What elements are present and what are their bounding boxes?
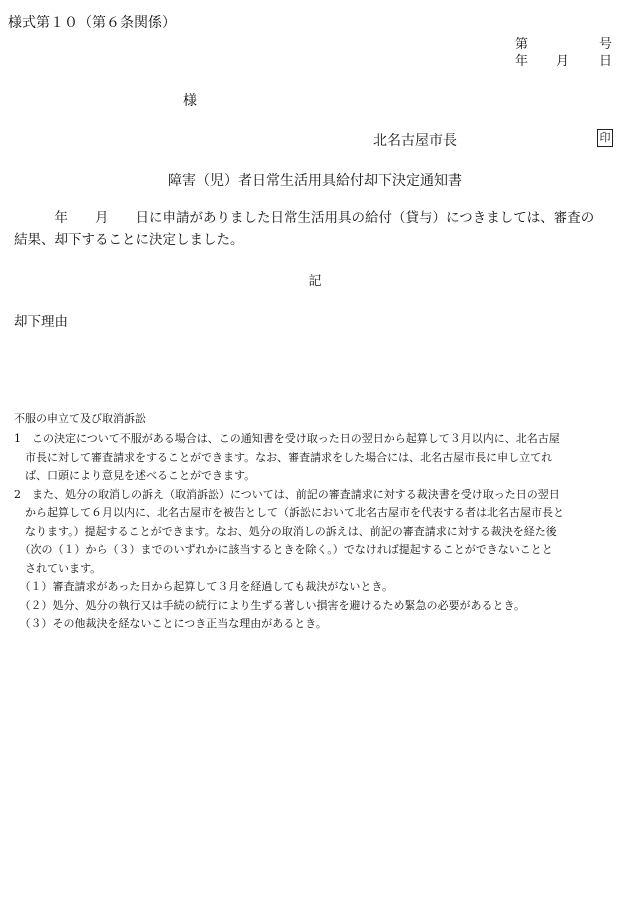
body-paragraph (14, 207, 614, 251)
notice-line: から起算して６月以内に、北名古屋市を被告として（訴訟において北名古屋市を代表する者は北名古屋市長と (14, 506, 564, 519)
appeal-notice-title: 不服の申立て及び取消訴訟 (14, 412, 146, 425)
notice-line: されています。 (14, 561, 102, 575)
date-year-label: 年 (515, 54, 529, 69)
document-number-prefix: 第 (515, 37, 529, 52)
date-month-label: 月 (556, 54, 570, 69)
notice-line: （１）審査請求があった日から起算して３月を経過しても裁決がないとき。 (14, 580, 393, 593)
notice-line: 市長に対して審査請求をすることができます。なお、審査請求をした場合には、北名古屋市長に申し立てれ (14, 450, 553, 464)
notice-line: 2 また、処分の取消しの訴え（取消訴訟）については、前記の審査請求に対する裁決書を受け取った日の翌日 (14, 487, 560, 501)
seal-mark: 印 (597, 129, 613, 147)
addressee-honorific: 様 (183, 93, 197, 109)
sender-name: 北名古屋市長 (373, 133, 457, 149)
document-number-suffix: 号 (599, 37, 613, 52)
notice-line: 1 この決定について不服がある場合は、この通知書を受け取った日の翌日から起算して３月以内に、北名古屋 (14, 432, 560, 445)
body-line-2: 結果、却下することに決定しました。 (14, 232, 244, 248)
appeal-notice-body (14, 430, 616, 634)
ki-heading: 記 (308, 274, 322, 289)
notice-line: ば、口頭により意見を述べることができます。 (14, 469, 256, 482)
form-number: 様式第１０（第６条関係） (8, 15, 176, 31)
rejection-reason-label: 却下理由 (14, 314, 68, 330)
date-day-label: 日 (599, 54, 613, 69)
notice-line: なります。）提起することができます。なお、処分の取消しの訴えは、前記の審査請求に対する裁決を経た後 (14, 524, 557, 538)
notice-line: （３）その他裁決を経ないことにつき正当な理由があるとき。 (14, 617, 327, 630)
notice-line: （２）処分、処分の執行又は手続の続行により生ずる著しい損害を避けるため緊急の必要があるとき。 (14, 598, 526, 612)
notice-line: （次の（１）から（３）までのいずれかに該当するときを除く。）でなければ提起することができないことと (14, 543, 553, 556)
body-line-1: 年 月 日に申請がありました日常生活用具の給付（貸与）につきましては、審査の (14, 210, 595, 226)
document-title: 障害（児）者日常生活用具給付却下決定通知書 (168, 173, 462, 189)
